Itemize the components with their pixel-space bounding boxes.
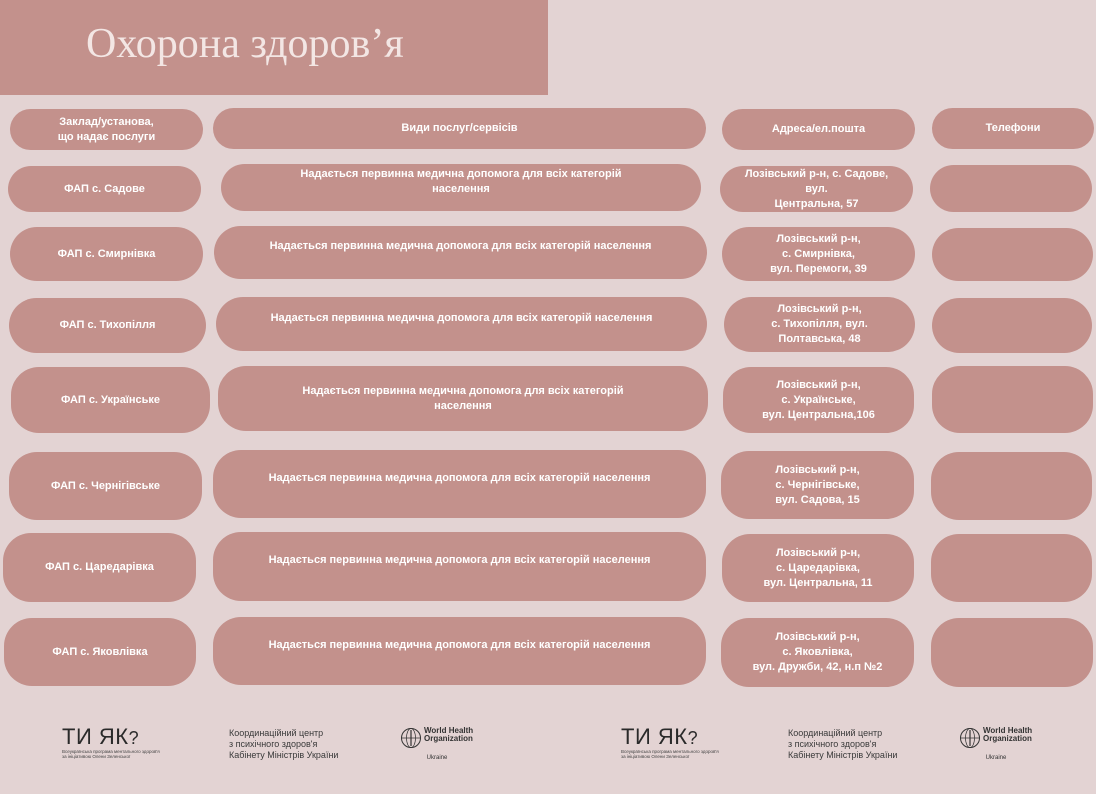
coordination-center-text: Координаційний центр з психічного здоров'я Кабінету Міністрів України bbox=[788, 728, 898, 760]
row-services: Надається первинна медична допомога для всіх категорій населення bbox=[214, 226, 707, 279]
row-address: Лозівський р-н, с. Українське, вул. Центральна,106 bbox=[723, 367, 914, 433]
header-services: Види послуг/сервісів bbox=[213, 108, 706, 149]
who-country: Ukraine bbox=[985, 755, 1007, 761]
row-institution: ФАП с. Тихопілля bbox=[9, 298, 206, 353]
tiyak-question-mark: ? bbox=[128, 728, 140, 748]
who-name: World Health Organization bbox=[983, 726, 1033, 743]
row-services: Надається первинна медична допомога для всіх категорій населення bbox=[213, 450, 706, 518]
row-institution: ФАП с. Чернігівське bbox=[9, 452, 202, 520]
row-institution: ФАП с. Садове bbox=[8, 166, 201, 212]
row-phones bbox=[932, 366, 1093, 433]
row-address: Лозівський р-н, с. Царедарівка, вул. Центральна, 11 bbox=[722, 534, 914, 602]
row-services: Надається первинна медична допомога для всіх категорій населення bbox=[213, 532, 706, 601]
title-banner bbox=[0, 0, 548, 95]
row-services: Надається первинна медична допомога для всіх категорій населення bbox=[221, 164, 701, 211]
header-address: Адреса/ел.пошта bbox=[722, 109, 915, 150]
tiyak-logo bbox=[62, 726, 172, 759]
who-logo bbox=[400, 727, 474, 761]
who-country: Ukraine bbox=[426, 755, 448, 761]
row-phones bbox=[931, 534, 1092, 602]
row-address: Лозівський р-н, с. Тихопілля, вул. Полтавська, 48 bbox=[724, 297, 915, 352]
row-address: Лозівський р-н, с. Чернігівське, вул. Садова, 15 bbox=[721, 451, 914, 519]
row-phones bbox=[932, 298, 1092, 353]
row-institution: ФАП с. Українське bbox=[11, 367, 210, 433]
tiyak-subtitle: Всеукраїнська програма ментального здоров'я за ініціативою Олени Зеленської bbox=[621, 749, 719, 759]
row-services: Надається первинна медична допомога для всіх категорій населення bbox=[216, 297, 707, 351]
row-address: Лозівський р-н, с. Смирнівка, вул. Перемоги, 39 bbox=[722, 227, 915, 281]
who-logo bbox=[959, 727, 1033, 761]
tiyak-wordmark: ТИ ЯК bbox=[62, 724, 129, 749]
row-institution: ФАП с. Царедарівка bbox=[3, 533, 196, 602]
tiyak-logo bbox=[621, 726, 731, 759]
row-phones bbox=[931, 452, 1092, 520]
header-phones: Телефони bbox=[932, 108, 1094, 149]
row-services: Надається первинна медична допомога для всіх категорій населення bbox=[218, 366, 708, 431]
row-phones bbox=[931, 618, 1093, 687]
page-title: Охорона здоров’я bbox=[86, 21, 404, 67]
who-emblem-icon bbox=[959, 727, 981, 749]
row-phones bbox=[932, 228, 1093, 281]
header-institution: Заклад/установа, що надає послуги bbox=[10, 109, 203, 150]
coordination-center-text: Координаційний центр з психічного здоров'я Кабінету Міністрів України bbox=[229, 728, 339, 760]
tiyak-subtitle: Всеукраїнська програма ментального здоров'я за ініціативою Олени Зеленської bbox=[62, 749, 160, 759]
row-address: Лозівський р-н, с. Яковлівка, вул. Дружби, 42, н.п №2 bbox=[721, 618, 914, 687]
row-institution: ФАП с. Смирнівка bbox=[10, 227, 203, 281]
row-phones bbox=[930, 165, 1092, 212]
who-name: World Health Organization bbox=[424, 726, 474, 743]
row-address: Лозівський р-н, с. Садове, вул. Центральна, 57 bbox=[720, 166, 913, 212]
who-emblem-icon bbox=[400, 727, 422, 749]
tiyak-wordmark: ТИ ЯК bbox=[621, 724, 688, 749]
row-services: Надається первинна медична допомога для всіх категорій населення bbox=[213, 617, 706, 685]
tiyak-question-mark: ? bbox=[687, 728, 699, 748]
row-institution: ФАП с. Яковлівка bbox=[4, 618, 196, 686]
